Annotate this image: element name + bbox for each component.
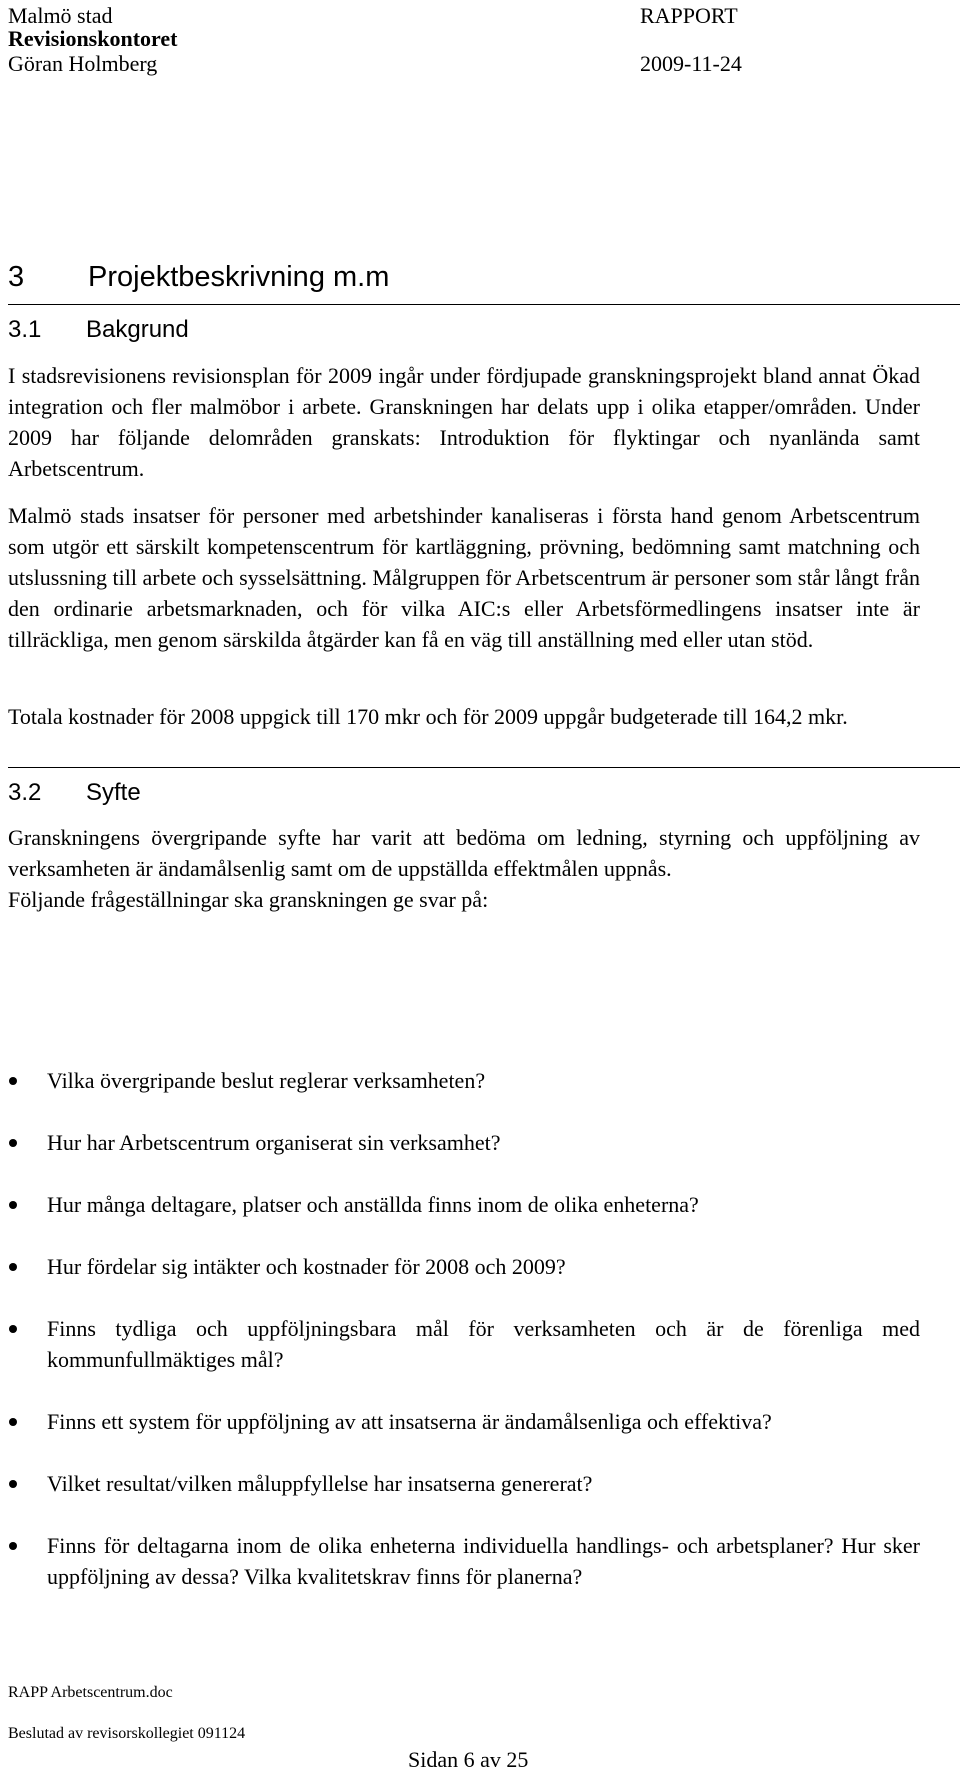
header-org: Malmö stad (8, 3, 113, 28)
subsection-number: 3.2 (8, 779, 42, 806)
list-item: Vilka övergripande beslut reglerar verksamheten? (8, 1065, 920, 1096)
header-doc-type: RAPPORT (640, 3, 738, 28)
paragraph-syfte-2: Följande frågeställningar ska granskningen ge svar på: (8, 887, 489, 912)
list-item: Hur har Arbetscentrum organiserat sin verksamhet? (8, 1127, 920, 1158)
bullet-icon (9, 1201, 17, 1209)
subsection-number: 3.1 (8, 316, 42, 343)
list-item: Vilket resultat/vilken måluppfyllelse har insatserna genererat? (8, 1468, 920, 1499)
bullet-icon (9, 1418, 17, 1426)
subsection-heading-bakgrund (8, 304, 960, 345)
footer-approval: Beslutad av revisorskollegiet 091124 (8, 1725, 246, 1742)
question-list (8, 1065, 920, 1623)
list-item: Finns tydliga och uppföljningsbara mål för verksamheten och är de förenliga med kommunfullmäktiges mål? (8, 1313, 920, 1375)
section-number: 3 (8, 261, 25, 293)
list-item: Hur fördelar sig intäkter och kostnader för 2008 och 2009? (8, 1251, 920, 1282)
bullet-icon (9, 1077, 17, 1085)
header-date: 2009-11-24 (640, 51, 742, 76)
paragraph-syfte-1: Granskningens övergripande syfte har varit att bedöma om ledning, styrning och uppföljning av verksamheten är ändamålsenlig samt om de uppställda effektmålen uppnås. (8, 825, 920, 881)
bullet-icon (9, 1139, 17, 1147)
bullet-icon (9, 1325, 17, 1333)
footer-filename: RAPP Arbetscentrum.doc (8, 1684, 173, 1701)
bullet-icon (9, 1480, 17, 1488)
heading-rule (8, 304, 960, 305)
paragraph-bakgrund-3: Totala kostnader för 2008 uppgick till 170 mkr och för 2009 uppgår budgeterade till 164,2 mkr. (8, 704, 848, 729)
section-title: Projektbeskrivning m.m (88, 261, 390, 293)
list-item: Finns för deltagarna inom de olika enheterna individuella handlings- och arbetsplaner? Hur sker uppföljning av dessa? Vilka kvalitetskrav finns för planerna? (8, 1530, 920, 1592)
bullet-icon (9, 1263, 17, 1271)
section-heading (8, 260, 389, 294)
page-number: Sidan 6 av 25 (408, 1747, 529, 1772)
list-item: Finns ett system för uppföljning av att insatserna är ändamålsenliga och effektiva? (8, 1406, 920, 1437)
bullet-icon (9, 1542, 17, 1550)
subsection-title: Bakgrund (86, 316, 189, 343)
paragraph-bakgrund-1: I stadsrevisionens revisionsplan för 2009 ingår under fördjupade granskningsprojekt bland annat Ökad integration och fler malmöbor i arbete. Granskningen har delats upp i olika etapper/områden. Under 2009 har följande delområden granskats: Introduktion för flyktingar och nyanlända samt Arbetscentrum. (8, 363, 920, 481)
list-item: Hur många deltagare, platser och anställda finns inom de olika enheterna? (8, 1189, 920, 1220)
heading-rule (8, 767, 960, 768)
paragraph-bakgrund-2: Malmö stads insatser för personer med arbetshinder kanaliseras i första hand genom Arbetscentrum som utgör ett särskilt kompetenscentrum för kartläggning, prövning, bedömning samt matchning och utslussning till arbete och sysselsättning. Målgruppen för Arbetscentrum är personer som står långt från den ordinarie arbetsmarknaden, och för vilka AIC:s eller Arbetsförmedlingens insatser inte är tillräckliga, men genom särskilda åtgärder kan få en väg till anställning med eller utan stöd. (8, 503, 920, 652)
header-author: Göran Holmberg (8, 51, 158, 76)
subsection-heading-syfte (8, 767, 960, 808)
header-department: Revisionskontoret (8, 26, 178, 51)
subsection-title: Syfte (86, 779, 141, 806)
